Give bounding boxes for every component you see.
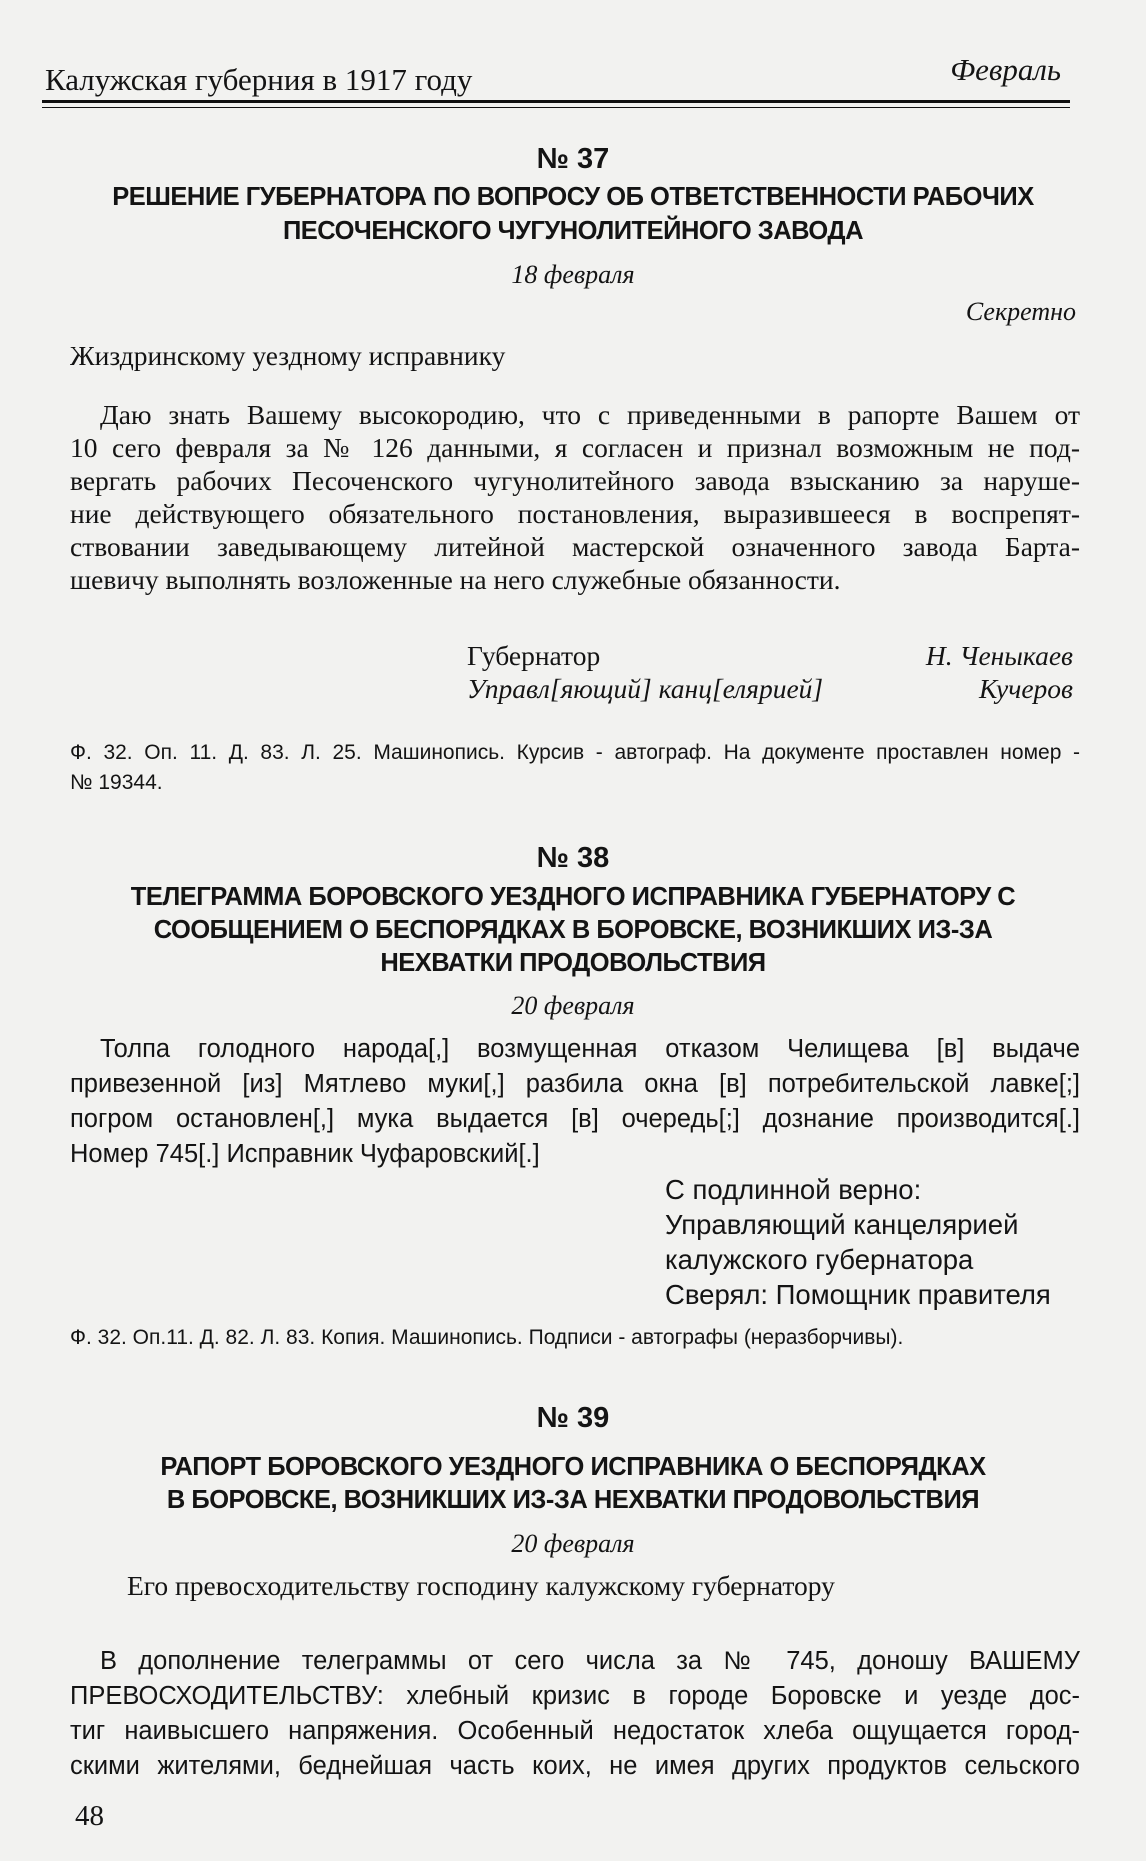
running-header-section: Февраль [950,52,1061,87]
doc37-number: № 37 [536,143,610,175]
doc38-title-line2: СООБЩЕНИЕМ О БЕСПОРЯДКАХ В БОРОВСКЕ, ВОЗНИКШИХ ИЗ-ЗА [153,916,993,944]
doc38-body-line: Толпа голодного народа[,] возмущенная отказом Челищева [в] выдаче [100,1035,1080,1063]
doc38-cert-line: калужского губернатора [665,1244,974,1275]
doc38-archival-note: Ф. 32. Оп.11. Д. 82. Л. 83. Копия. Машинопись. Подписи - автографы (неразборчивы). [70,1326,904,1349]
doc37-title-line1: РЕШЕНИЕ ГУБЕРНАТОРА ПО ВОПРОСУ ОБ ОТВЕТСТВЕННОСТИ РАБОЧИХ [112,183,1034,211]
doc38-number: № 38 [536,842,610,874]
header-rule-thin [42,107,1070,108]
doc37-office-head-name: Кучеров [978,673,1073,704]
doc37-secret-mark: Секретно [965,297,1076,326]
doc37-title-line2: ПЕСОЧЕНСКОГО ЧУГУНОЛИТЕЙНОГО ЗАВОДА [282,217,864,245]
doc37-body-line: Даю знать Вашему высокородию, что с приведенными в рапорте Вашем от [100,399,1080,430]
doc38-cert-line: Управляющий канцелярией [665,1209,1019,1240]
doc39-body-line: тиг наивысшего напряжения. Особенный недостаток хлеба ощущается город- [70,1717,1080,1745]
doc39-addressee: Его превосходительству господину калужскому губернатору [127,1570,835,1601]
doc37-addressee: Жиздринскому уездному исправнику [70,340,506,371]
doc37-body-line: шевичу выполнять возложенные на него служебные обязанности. [70,564,841,595]
doc38-cert-line: С подлинной верно: [665,1174,922,1205]
doc38-title-line3: НЕХВАТКИ ПРОДОВОЛЬСТВИЯ [380,949,766,977]
doc38-certification [665,1172,1051,1312]
doc37-body-line: вергать рабочих Песоченского чугунолитейного завода взысканию за наруше- [70,465,1080,496]
doc39-title-line2: В БОРОВСКЕ, ВОЗНИКШИХ ИЗ-ЗА НЕХВАТКИ ПРОДОВОЛЬСТВИЯ [166,1486,980,1514]
doc38-body-line: Номер 745[.] Исправник Чуфаровский[.] [70,1140,540,1168]
doc38-body-line: погром остановлен[,] мука выдается [в] очередь[;] дознание производится[.] [70,1105,1080,1133]
doc39-date: 20 февраля [511,1529,635,1558]
doc39-body [70,1644,1080,1784]
running-header-title: Калужская губерния в 1917 году [45,62,473,97]
doc37-body [70,398,1080,596]
doc38-title-line1: ТЕЛЕГРАММА БОРОВСКОГО УЕЗДНОГО ИСПРАВНИКА ГУБЕРНАТОРУ С [130,883,1016,911]
doc37-note-line: Ф. 32. Оп. 11. Д. 83. Л. 25. Машинопись. Курсив - автограф. На документе проставлен номер - [70,741,1080,764]
header-rule [42,100,1070,103]
doc38-cert-line: Сверял: Помощник правителя [665,1279,1051,1310]
doc37-body-line: 10 сего февраля за № 126 данными, я согласен и признал возможным не под- [70,432,1080,463]
doc37-note-line: № 19344. [70,771,163,794]
doc37-date: 18 февраля [511,260,635,289]
doc37-archival-note [70,738,1080,798]
doc37-signatory-position: Губернатор [467,640,601,671]
doc38-body-line: привезенной [из] Мятлево муки[,] разбила окна [в] потребительской лавке[;] [70,1070,1080,1098]
doc37-office-head-position: Управл[яющий] канц[елярией] [467,673,824,704]
doc38-date: 20 февраля [511,991,635,1020]
doc39-body-line: ПРЕВОСХОДИТЕЛЬСТВУ: хлебный кризис в городе Боровске и уезде дос- [70,1682,1080,1710]
page-number: 48 [75,1800,104,1832]
doc39-number: № 39 [536,1402,610,1434]
doc38-telegram-text [70,1032,1080,1172]
doc39-body-line: В дополнение телеграммы от сего числа за № 745, доношу ВАШЕМУ [100,1647,1080,1675]
doc37-body-line: ствовании заведывающему литейной мастерской означенного завода Барта- [70,531,1080,562]
doc37-body-line: ние действующего обязательного постановления, выразившееся в воспрепят- [70,498,1080,529]
doc39-title-line1: РАПОРТ БОРОВСКОГО УЕЗДНОГО ИСПРАВНИКА О БЕСПОРЯДКАХ [160,1453,986,1481]
doc39-body-line: скими жителями, беднейшая часть коих, не имея других продуктов сельского [70,1752,1080,1780]
doc37-signatory-name: Н. Ченыкаев [925,640,1073,671]
